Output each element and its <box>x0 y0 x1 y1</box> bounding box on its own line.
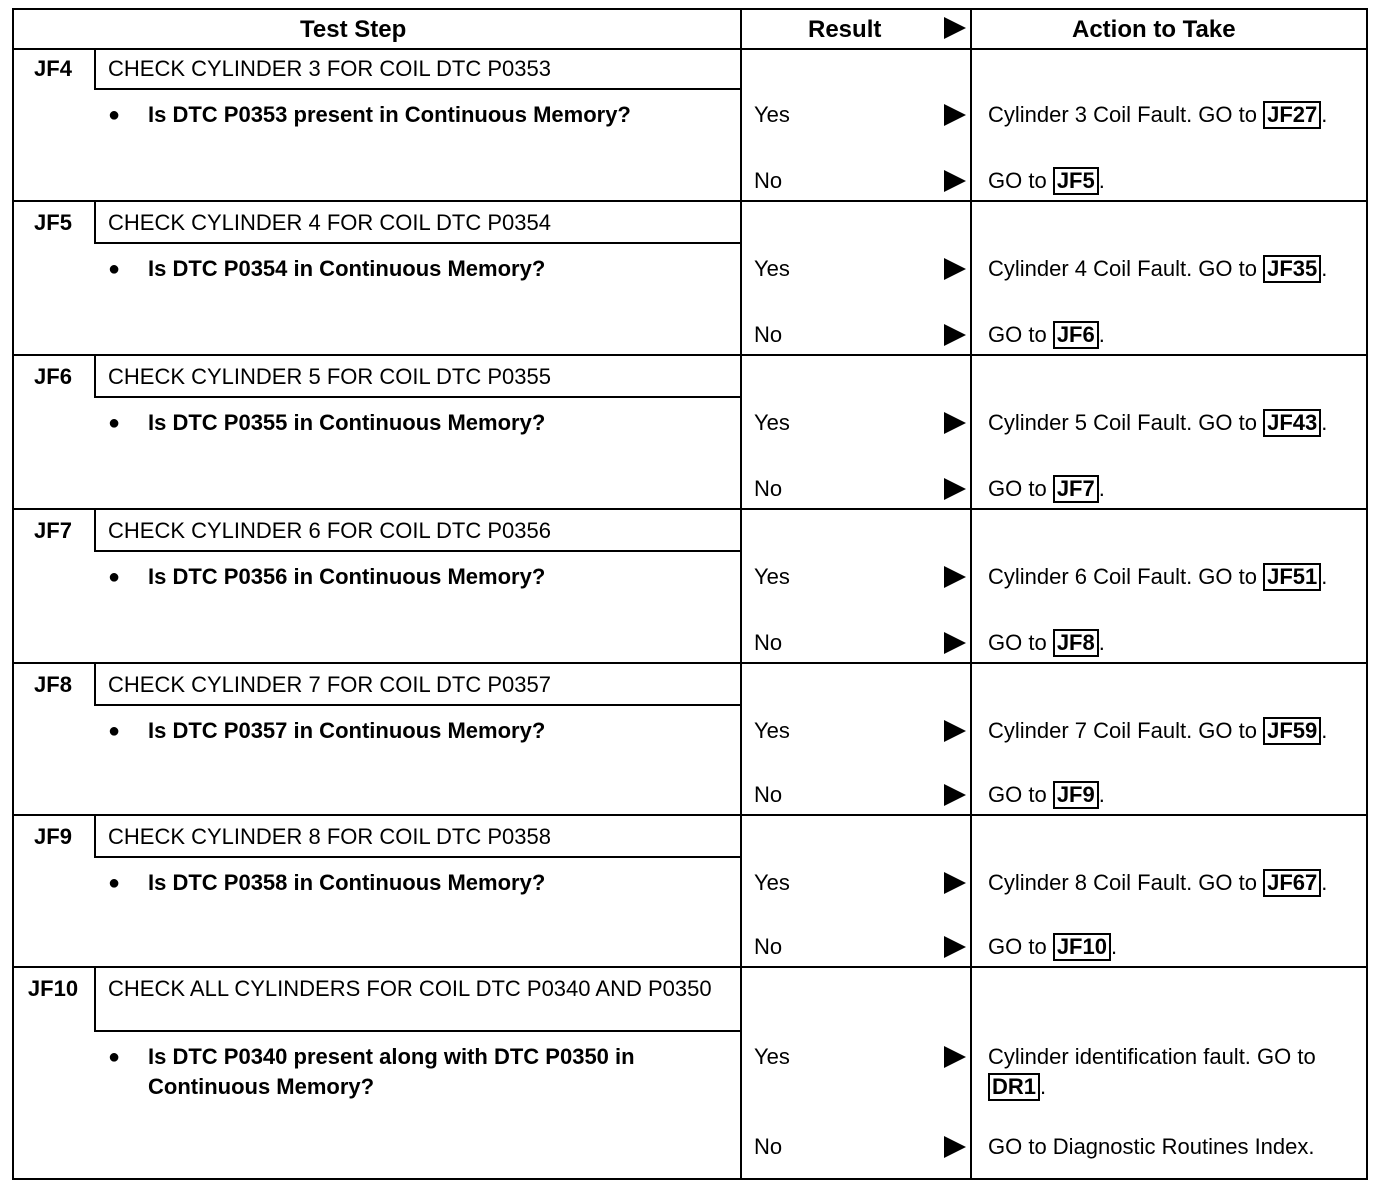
diagnostic-table <box>12 8 1368 1180</box>
step-id-divider <box>94 202 96 242</box>
action-yes-link[interactable]: JF59 <box>1263 717 1321 745</box>
action-no <box>988 780 1364 810</box>
action-no-text: GO to <box>988 476 1047 501</box>
period: . <box>1321 102 1328 127</box>
bullet-icon: ● <box>108 258 121 280</box>
step-id-divider <box>94 48 96 88</box>
action-no-link[interactable]: JF6 <box>1053 321 1099 349</box>
action-no-text: GO to <box>988 782 1047 807</box>
header-test-step: Test Step <box>300 16 407 43</box>
period: . <box>1321 718 1328 743</box>
yes-arrow-icon <box>944 872 966 894</box>
action-yes <box>988 408 1364 438</box>
title-underline <box>94 550 740 552</box>
action-no-link[interactable]: JF9 <box>1053 781 1099 809</box>
action-no <box>988 320 1364 350</box>
action-yes-link[interactable]: JF27 <box>1263 101 1321 129</box>
step-question: Is DTC P0354 in Continuous Memory? <box>148 256 546 281</box>
step-question: Is DTC P0353 present in Continuous Memory? <box>148 102 631 127</box>
period: . <box>1098 322 1105 347</box>
yes-arrow-icon <box>944 1046 966 1068</box>
period: . <box>1110 934 1118 959</box>
action-no <box>988 1132 1318 1162</box>
step-id: JF4 <box>34 56 72 81</box>
action-yes-text: Cylinder 7 Coil Fault. GO to <box>988 718 1257 743</box>
step-question: Is DTC P0358 in Continuous Memory? <box>148 870 546 895</box>
bullet-icon: ● <box>108 412 121 434</box>
title-underline <box>94 396 740 398</box>
bullet-icon: ● <box>108 566 121 588</box>
step-title: CHECK CYLINDER 7 FOR COIL DTC P0357 <box>108 672 551 697</box>
result-yes: Yes <box>754 1044 790 1069</box>
step-id-divider <box>94 510 96 550</box>
period: . <box>1321 256 1328 281</box>
yes-arrow-icon <box>944 258 966 280</box>
action-yes-text: Cylinder 5 Coil Fault. GO to <box>988 410 1257 435</box>
step-row <box>12 510 1368 664</box>
action-no-link[interactable]: JF7 <box>1053 475 1099 503</box>
step-row <box>12 48 1368 202</box>
title-underline <box>94 704 740 706</box>
result-yes: Yes <box>754 256 790 281</box>
table-header <box>12 8 1368 50</box>
no-arrow-icon <box>944 324 966 346</box>
step-title: CHECK CYLINDER 6 FOR COIL DTC P0356 <box>108 518 551 543</box>
action-no <box>988 166 1364 196</box>
action-no-link[interactable]: JF10 <box>1053 933 1111 961</box>
result-no: No <box>754 630 783 655</box>
result-yes: Yes <box>754 870 790 895</box>
no-arrow-icon <box>944 784 966 806</box>
period: . <box>1098 630 1105 655</box>
step-id-divider <box>94 356 96 396</box>
action-yes-link[interactable]: JF35 <box>1263 255 1321 283</box>
action-yes-text: Cylinder identification fault. GO to <box>988 1044 1316 1069</box>
step-id: JF8 <box>34 672 72 697</box>
action-yes <box>988 716 1364 746</box>
action-no-text: GO to <box>988 934 1047 959</box>
result-yes: Yes <box>754 410 790 435</box>
header-action: Action to Take <box>1072 16 1236 43</box>
action-no-text: GO to <box>988 630 1047 655</box>
step-id-divider <box>94 664 96 704</box>
step-id: JF7 <box>34 518 72 543</box>
action-yes <box>988 254 1364 284</box>
title-underline <box>94 242 740 244</box>
step-question: Is DTC P0357 in Continuous Memory? <box>148 718 546 743</box>
step-title: CHECK CYLINDER 3 FOR COIL DTC P0353 <box>108 56 551 81</box>
action-no-link[interactable]: JF8 <box>1053 629 1099 657</box>
step-row <box>12 968 1368 1180</box>
action-yes <box>988 868 1364 898</box>
period: . <box>1098 782 1105 807</box>
no-arrow-icon <box>944 170 966 192</box>
no-arrow-icon <box>944 478 966 500</box>
step-question: Is DTC P0355 in Continuous Memory? <box>148 410 546 435</box>
result-no: No <box>754 1134 783 1159</box>
step-id: JF5 <box>34 210 72 235</box>
action-no <box>988 628 1364 658</box>
step-question: Is DTC P0340 present along with DTC P0350 in Continuous Memory? <box>148 1044 635 1099</box>
result-no: No <box>754 476 783 501</box>
step-id: JF6 <box>34 364 72 389</box>
bullet-icon: ● <box>108 720 121 742</box>
step-id-divider <box>94 816 96 856</box>
action-yes-text: Cylinder 4 Coil Fault. GO to <box>988 256 1257 281</box>
header-arrow-icon <box>944 17 966 39</box>
step-id-divider <box>94 968 96 1030</box>
action-yes-link[interactable]: JF43 <box>1263 409 1321 437</box>
action-yes-link[interactable]: JF67 <box>1263 869 1321 897</box>
step-title: CHECK ALL CYLINDERS FOR COIL DTC P0340 AND P0350 <box>108 976 712 1001</box>
result-no: No <box>754 934 783 959</box>
action-yes-text: Cylinder 6 Coil Fault. GO to <box>988 564 1257 589</box>
result-no: No <box>754 168 783 193</box>
no-arrow-icon <box>944 936 966 958</box>
result-no: No <box>754 782 783 807</box>
yes-arrow-icon <box>944 412 966 434</box>
period: . <box>1321 564 1328 589</box>
action-yes <box>988 1042 1364 1102</box>
step-title: CHECK CYLINDER 4 FOR COIL DTC P0354 <box>108 210 551 235</box>
action-no <box>988 932 1364 962</box>
period: . <box>1040 1074 1047 1099</box>
action-no <box>988 474 1364 504</box>
action-yes-link[interactable]: JF51 <box>1263 563 1321 591</box>
bullet-icon: ● <box>108 1046 121 1068</box>
step-id: JF9 <box>34 824 72 849</box>
step-row <box>12 356 1368 510</box>
step-row <box>12 664 1368 816</box>
title-underline <box>94 1030 740 1032</box>
yes-arrow-icon <box>944 566 966 588</box>
action-yes-text: Cylinder 3 Coil Fault. GO to <box>988 102 1257 127</box>
action-yes-text: Cylinder 8 Coil Fault. GO to <box>988 870 1257 895</box>
step-title: CHECK CYLINDER 5 FOR COIL DTC P0355 <box>108 364 551 389</box>
result-no: No <box>754 322 783 347</box>
yes-arrow-icon <box>944 104 966 126</box>
result-yes: Yes <box>754 718 790 743</box>
action-yes <box>988 562 1364 592</box>
no-arrow-icon <box>944 1136 966 1158</box>
yes-arrow-icon <box>944 720 966 742</box>
action-no-text: GO to <box>988 322 1047 347</box>
header-result: Result <box>808 16 882 43</box>
action-no-link[interactable]: JF5 <box>1053 167 1099 195</box>
step-id: JF10 <box>27 976 79 1001</box>
period: . <box>1098 476 1105 501</box>
period: . <box>1098 168 1105 193</box>
result-yes: Yes <box>754 102 790 127</box>
bullet-icon: ● <box>108 104 121 126</box>
step-row <box>12 816 1368 968</box>
no-arrow-icon <box>944 632 966 654</box>
step-title: CHECK CYLINDER 8 FOR COIL DTC P0358 <box>108 824 551 849</box>
bullet-icon: ● <box>108 872 121 894</box>
step-question: Is DTC P0356 in Continuous Memory? <box>148 564 546 589</box>
action-yes-link[interactable]: DR1 <box>988 1073 1040 1101</box>
period: . <box>1321 410 1328 435</box>
period: . <box>1321 870 1328 895</box>
title-underline <box>94 856 740 858</box>
action-no-text: GO to <box>988 168 1047 193</box>
action-yes <box>988 100 1364 130</box>
action-no-text: GO to Diagnostic Routines Index. <box>988 1134 1315 1159</box>
title-underline <box>94 88 740 90</box>
step-row <box>12 202 1368 356</box>
result-yes: Yes <box>754 564 790 589</box>
